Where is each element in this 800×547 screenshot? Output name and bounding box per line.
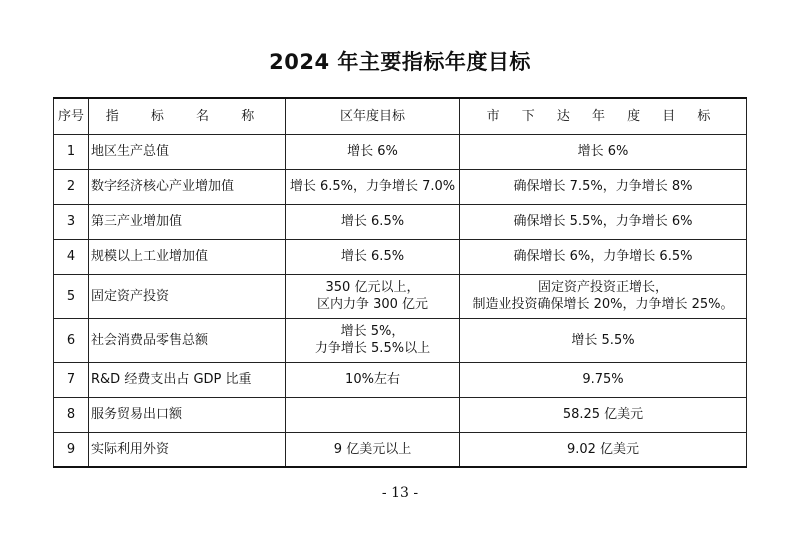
city-target-line: 9.02 亿美元: [566, 441, 640, 457]
district-target: [286, 134, 460, 169]
page-title: 2024 年主要指标年度目标: [269, 50, 531, 74]
indicator-name: 服务贸易出口额: [89, 397, 286, 432]
city-target-line: 58.25 亿美元: [562, 407, 644, 422]
city-target: [460, 274, 747, 318]
header-city-target: 市 下 达 年 度 目 标: [460, 98, 747, 134]
district-target-line: 350 亿元以上，: [325, 280, 420, 295]
city-target: [460, 134, 747, 169]
row-number: 8: [54, 397, 89, 432]
district-target-line: 9 亿美元以上: [333, 441, 412, 457]
indicator-name: 地区生产总值: [89, 134, 286, 169]
district-target-line: 增长 6%: [347, 144, 398, 159]
district-target: [286, 239, 460, 274]
district-target-line: 10%左右: [345, 372, 400, 387]
indicator-name: 固定资产投资: [89, 274, 286, 318]
city-target-line: 确保增长 7.5%，力争增长 8%: [513, 179, 693, 194]
page-number: - 13 -: [381, 485, 419, 501]
indicator-name: 实际利用外资: [89, 432, 286, 467]
district-target-line: 增长 6.5%: [340, 214, 405, 229]
district-target: [286, 204, 460, 239]
header-no: 序号: [54, 98, 89, 134]
row-number: 4: [54, 239, 89, 274]
city-target-line: 确保增长 5.5%，力争增长 6%: [513, 214, 693, 229]
header-indicator-name: 指 标 名 称: [89, 98, 286, 134]
city-target-line: 固定资产投资正增长，: [537, 280, 668, 295]
row-number: 6: [54, 318, 89, 362]
district-target: [286, 318, 460, 362]
table-row: [54, 169, 747, 204]
district-target-line: 区内力争 300 亿元: [316, 297, 429, 312]
city-target-line: 增长 6%: [577, 144, 629, 159]
indicator-name: 规模以上工业增加值: [89, 239, 286, 274]
district-target: [286, 274, 460, 318]
row-number: 3: [54, 204, 89, 239]
district-target-line: 增长 5%，: [340, 324, 405, 339]
city-target: [460, 204, 747, 239]
indicator-name: 第三产业增加值: [89, 204, 286, 239]
district-target: [286, 432, 460, 467]
district-target: [286, 362, 460, 397]
city-target: [460, 432, 747, 467]
row-number: 9: [54, 432, 89, 467]
city-target: [460, 169, 747, 204]
indicator-name: R&D 经费支出占 GDP 比重: [89, 362, 286, 397]
table-row: [54, 362, 747, 397]
district-target-line: 力争增长 5.5%以上: [314, 341, 431, 356]
city-target-line: 增长 5.5%: [571, 332, 635, 348]
table-row: [54, 239, 747, 274]
row-number: 2: [54, 169, 89, 204]
city-target-line: 9.75%: [582, 372, 624, 387]
district-target: [286, 169, 460, 204]
city-target: [460, 318, 747, 362]
table-row: [54, 432, 747, 467]
header-district-target: 区年度目标: [286, 98, 460, 134]
table-header-row: [54, 98, 747, 134]
table-row: [54, 274, 747, 318]
city-target-line: 确保增长 6%，力争增长 6.5%: [513, 249, 693, 264]
indicator-name: 社会消费品零售总额: [89, 318, 286, 362]
table-row: [54, 204, 747, 239]
row-number: 1: [54, 134, 89, 169]
targets-table: [53, 97, 747, 468]
district-target-line: 增长 6.5%: [340, 249, 405, 264]
row-number: 7: [54, 362, 89, 397]
district-target-line: 增长 6.5%，力争增长 7.0%: [289, 179, 456, 194]
city-target: [460, 362, 747, 397]
city-target-line: 制造业投资确保增长 20%，力争增长 25%。: [472, 297, 734, 312]
table-row: [54, 318, 747, 362]
district-target: [286, 397, 460, 432]
indicator-name: 数字经济核心产业增加值: [89, 169, 286, 204]
city-target: [460, 239, 747, 274]
table-row: [54, 397, 747, 432]
table-row: [54, 134, 747, 169]
city-target: [460, 397, 747, 432]
row-number: 5: [54, 274, 89, 318]
